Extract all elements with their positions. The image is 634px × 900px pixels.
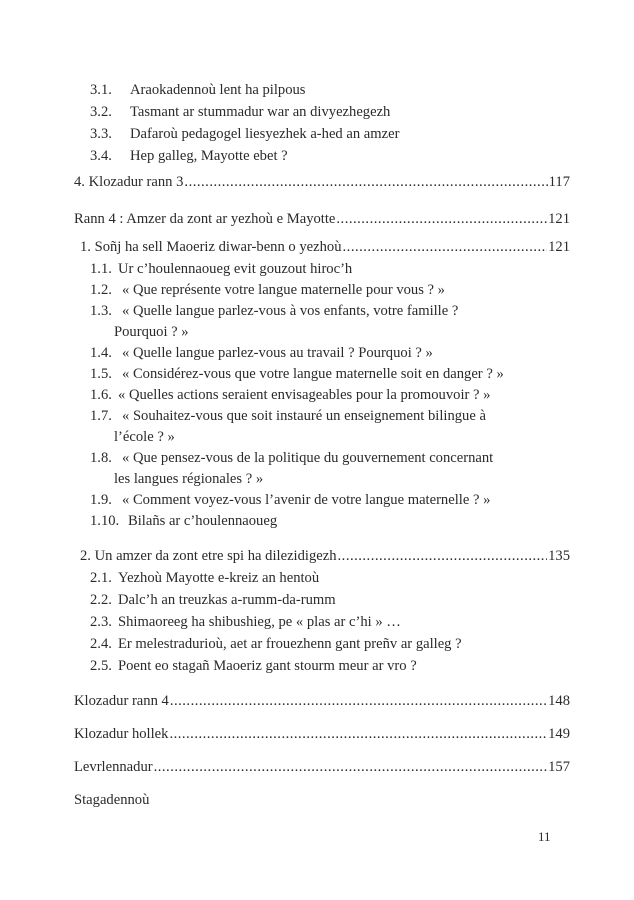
entry-title: « Quelles actions seraient envisageables pour la promouvoir ? » [118,387,491,403]
toc-entry [90,406,486,426]
toc-entry [90,656,417,676]
entry-number: 2.4. [90,636,112,652]
entry-page: 157 [548,759,570,775]
toc-entry [90,364,504,384]
toc-entry-rann-4 [74,209,570,229]
entry-number: 2.1. [90,570,112,586]
leader-dots [184,172,547,192]
entry-title: 4. Klozadur rann 3 [74,174,184,190]
entry-number: 1.10. [90,513,120,529]
toc-entry-part-2 [80,546,570,566]
toc-entry [90,385,490,405]
toc-entry [90,590,336,610]
entry-title: Levrlennadur [74,759,153,775]
toc-entry [90,343,433,363]
entry-title: « Quelle langue parlez-vous au travail ? Pourquoi ? » [122,345,433,361]
entry-page: 135 [548,548,570,564]
entry-page: 149 [548,726,570,742]
entry-title: Klozadur hollek [74,726,169,742]
toc-entry [90,634,462,654]
toc-entry [90,80,306,100]
toc-entry-klozadur-4 [74,691,570,711]
entry-number: 1.8. [90,450,112,466]
entry-title: Araokadennoù lent ha pilpous [130,82,306,98]
toc-entry [90,511,277,531]
entry-title: « Comment voyez-vous l’avenir de votre langue maternelle ? » [122,492,491,508]
entry-number: 2.5. [90,658,112,674]
entry-title: « Que représente votre langue maternelle pour vous ? » [122,282,445,298]
toc-entry [90,568,319,588]
entry-title: « Que pensez-vous de la politique du gouvernement concernant [122,450,494,466]
entry-title: Hep galleg, Mayotte ebet ? [130,148,288,164]
leader-dots [338,546,548,566]
toc-entry-continuation: les langues régionales ? » [114,471,264,487]
toc-entry-klozadur-hollek [74,724,570,744]
entry-title: Ur c’houlennaoueg evit gouzout hiroc’h [118,261,353,277]
entry-page: 117 [548,174,570,190]
leader-dots [336,209,547,229]
toc-entry [90,146,288,166]
leader-dots [154,757,548,777]
entry-title: « Souhaitez-vous que soit instauré un enseignement bilingue à [122,408,486,424]
toc-entry [90,102,390,122]
entry-number: 2.2. [90,592,112,608]
entry-title: Dalc’h an treuzkas a-rumm-da-rumm [118,592,336,608]
entry-number: 1.3. [90,303,112,319]
toc-entry-stagadennou: Stagadennoù [74,792,150,808]
entry-title: Yezhoù Mayotte e-kreiz an hentoù [118,570,320,586]
toc-entry-klozadur-3 [74,172,570,192]
entry-number: 1.9. [90,492,112,508]
toc-entry-continuation: l’école ? » [114,429,175,445]
entry-title: Poent eo stagañ Maoeriz gant stourm meur ar vro ? [118,658,417,674]
entry-title: Tasmant ar stummadur war an divyezhegezh [130,104,391,120]
entry-number: 3.4. [90,148,112,164]
entry-title: Shimaoreeg ha shibushieg, pe « plas ar c’hi » … [118,614,401,630]
entry-number: 3.3. [90,126,112,142]
entry-number: 3.2. [90,104,112,120]
toc-entry-continuation: Pourquoi ? » [114,324,189,340]
entry-title: « Considérez-vous que votre langue maternelle soit en danger ? » [122,366,504,382]
entry-number: 3.1. [90,82,112,98]
entry-title: Rann 4 : Amzer da zont ar yezhoù e Mayotte [74,211,336,227]
toc-entry [90,259,352,279]
entry-title: 1. Soñj ha sell Maoeriz diwar-benn o yezhoù [80,239,342,255]
toc-entry [90,448,493,468]
entry-page: 148 [548,693,570,709]
leader-dots [170,691,547,711]
entry-number: 1.7. [90,408,112,424]
entry-number: 1.1. [90,261,112,277]
page-number: 11 [538,829,551,844]
leader-dots [343,237,548,257]
entry-number: 2.3. [90,614,112,630]
toc-entry [90,124,399,144]
toc-entry [90,301,458,321]
toc-entry-part-1 [80,237,570,257]
entry-number: 1.6. [90,387,112,403]
entry-number: 1.4. [90,345,112,361]
toc-entry [90,280,445,300]
entry-page: 121 [548,211,570,227]
toc-entry-levrlennadur [74,757,570,777]
leader-dots [169,724,547,744]
entry-title: 2. Un amzer da zont etre spi ha dilezidigezh [80,548,337,564]
entry-title: Bilañs ar c’houlennaoueg [128,513,278,529]
entry-title: « Quelle langue parlez-vous à vos enfants, votre famille ? [122,303,459,319]
entry-number: 1.2. [90,282,112,298]
entry-title: Er melestradurioù, aet ar frouezhenn gant preñv ar galleg ? [118,636,462,652]
toc-entry [90,612,401,632]
entry-title: Dafaroù pedagogel liesyezhek a-hed an amzer [130,126,400,142]
toc-entry [90,490,490,510]
entry-number: 1.5. [90,366,112,382]
entry-title: Klozadur rann 4 [74,693,169,709]
entry-page: 121 [548,239,570,255]
